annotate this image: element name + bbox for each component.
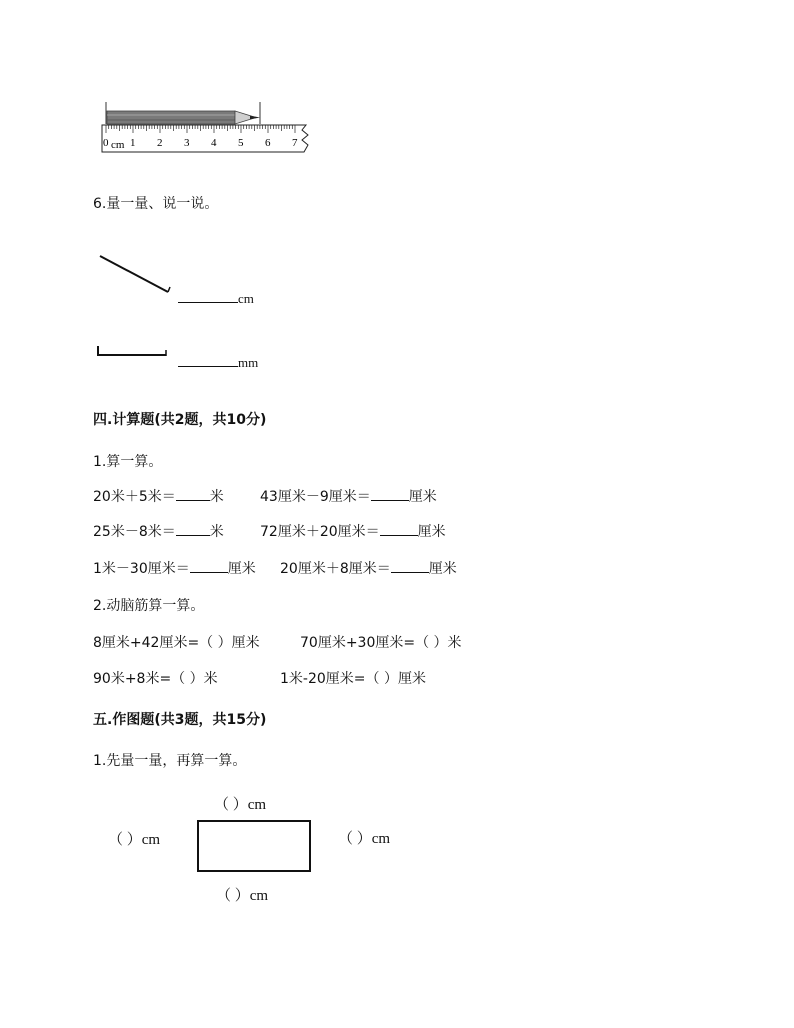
ruler-number-label: 6 <box>265 137 271 149</box>
pencil-icon <box>106 102 260 124</box>
ruler-number-label: 2 <box>157 137 163 149</box>
calc-item-r3c1: 1米－30厘米＝ 厘米 <box>93 558 256 578</box>
calc-item-r2c1: 25米－8米＝ 米 <box>93 521 224 541</box>
q6-answer2-blank[interactable] <box>178 352 238 367</box>
q6-answer1-blank[interactable] <box>178 288 238 303</box>
section4-q1-title: 1.算一算。 <box>93 454 163 470</box>
q6-answer1-unit: cm <box>238 291 254 306</box>
section4-title: 四.计算题(共2题，共10分) <box>93 412 267 428</box>
answer-blank[interactable] <box>380 521 418 536</box>
mental-calc-r1c1: 8厘米+42厘米=（ ）厘米 <box>93 635 260 651</box>
section5-q1-title: 1.先量一量，再算一算。 <box>93 753 247 769</box>
mental-calc-r1c2: 70厘米+30厘米=（ ）米 <box>300 635 462 651</box>
measure-rectangle <box>197 820 311 872</box>
calc-item-r1c1: 20米＋5米＝ 米 <box>93 486 224 506</box>
calc-item-r1c2: 43厘米－9厘米＝ 厘米 <box>260 486 437 506</box>
answer-blank[interactable] <box>190 558 228 573</box>
slanted-segment-figure <box>96 250 176 300</box>
ruler-zero-label: 0 <box>103 137 109 149</box>
q6-title: 6.量一量、说一说。 <box>93 196 219 212</box>
q6-answer1 <box>178 288 254 307</box>
ruler-unit-label: cm <box>111 139 125 151</box>
horizontal-segment-figure <box>96 344 170 358</box>
ruler-number-label: 1 <box>130 137 136 149</box>
q6-answer2 <box>178 352 258 371</box>
section5-title: 五.作图题(共3题，共15分) <box>93 712 267 728</box>
section4-q2-title: 2.动脑筋算一算。 <box>93 598 205 614</box>
ruler-number-label: 3 <box>184 137 190 149</box>
mental-calc-r2c1: 90米+8米=（ ）米 <box>93 671 218 687</box>
answer-blank[interactable] <box>391 558 429 573</box>
rect-left-label: （ ）cm <box>108 832 161 848</box>
calc-item-r3c2: 20厘米＋8厘米＝ 厘米 <box>280 558 457 578</box>
ruler-number-label: 5 <box>238 137 244 149</box>
ruler-number-label: 4 <box>211 137 217 149</box>
answer-blank[interactable] <box>371 486 409 501</box>
answer-blank[interactable] <box>176 521 210 536</box>
rect-top-label: （ ）cm <box>214 797 267 813</box>
ruler-number-label: 7 <box>292 137 298 149</box>
ruler-with-pencil-figure <box>98 100 314 158</box>
calc-item-r2c2: 72厘米＋20厘米＝ 厘米 <box>260 521 446 541</box>
q6-answer2-unit: mm <box>238 355 259 370</box>
answer-blank[interactable] <box>176 486 210 501</box>
rect-bottom-label: （ ）cm <box>216 888 269 904</box>
rect-right-label: （ ）cm <box>338 831 391 847</box>
mental-calc-r2c2: 1米-20厘米=（ ）厘米 <box>280 671 426 687</box>
